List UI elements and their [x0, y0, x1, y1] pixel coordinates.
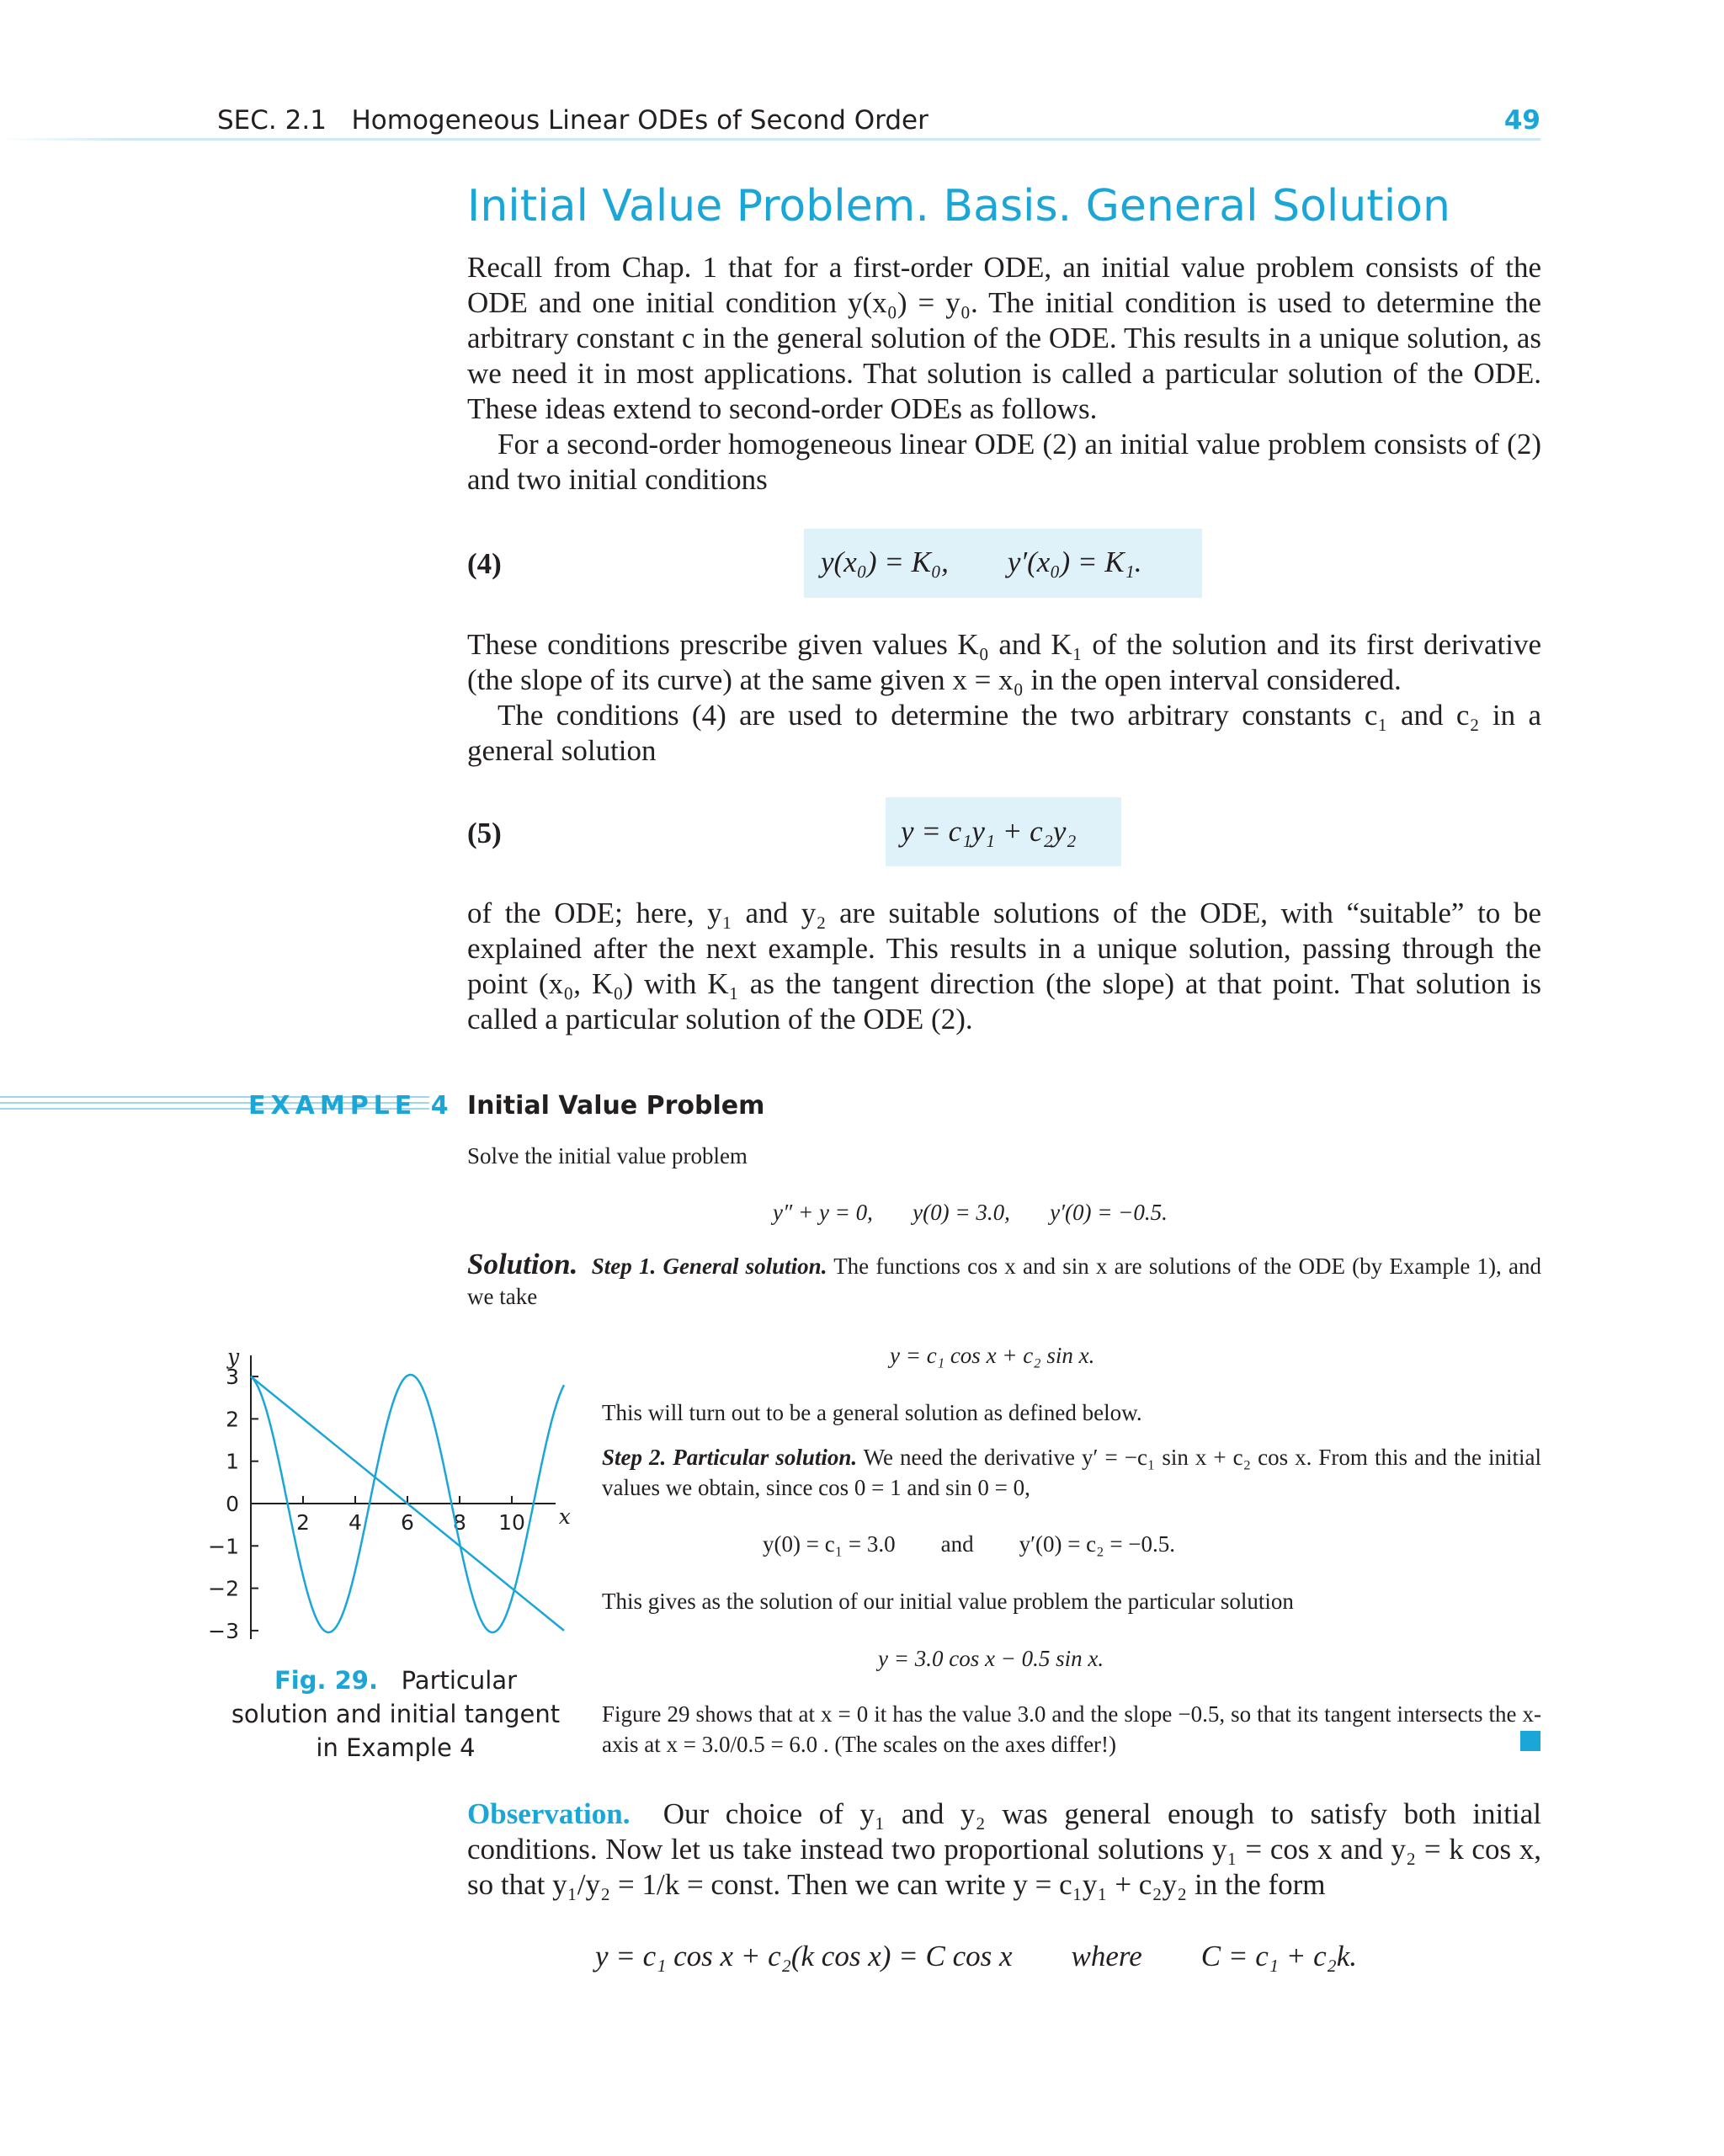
observation-equation: y = c₁ cos x + c₂(k cos x) = C cos x where C = c₁ + c₂k. [595, 1940, 1358, 1972]
paragraph-5: of the ODE; here, y₁ and y₂ are suitable solutions of the ODE, with “suitable” to be explained after the next example. This results in a unique solution, passing through the point (x₀, K₀) with K₁ as the tangent direction (the slope) at that point. That solution is called a particular solution of the ODE (2). [467, 897, 1541, 1035]
x-tick-label: 2 [296, 1510, 310, 1535]
figure-caption [227, 1664, 564, 1765]
running-header: SEC. 2.1 Homogeneous Linear ODEs of Second Order [217, 105, 929, 136]
x-tick-label: 8 [453, 1510, 466, 1535]
paragraph-1: Recall from Chap. 1 that for a first-order ODE, an initial value problem consists of the ODE and one initial condition y(x₀) = y₀. The initial condition is used to determine the arbitrary constant c in the general solution of the ODE. This results in a unique solution, as we need it in most applications. That solution is called a particular solution of the ODE. These ideas extend to second-order ODEs as follows. [467, 251, 1541, 425]
y-tick-label: 3 [226, 1365, 239, 1390]
y-tick-label: −2 [208, 1576, 239, 1601]
paragraph-4: The conditions (4) are used to determine the two arbitrary constants c₁ and c₂ in a general solution [467, 699, 1541, 767]
x-tick-label: 6 [401, 1510, 414, 1535]
gives-text: This gives as the solution of our initial value problem the particular solution [602, 1589, 1294, 1614]
page-number: 49 [1503, 105, 1540, 136]
equation-5-label: (5) [467, 817, 502, 849]
y-tick-label: 0 [226, 1492, 239, 1516]
y-tick-label: 1 [226, 1449, 239, 1474]
y-tick-label: 2 [226, 1407, 239, 1432]
step1-head: Step 1. General solution. [591, 1254, 827, 1279]
figure-caption-text: Particular solution and initial tangent in Example 4 [231, 1666, 561, 1762]
example-title: Initial Value Problem [467, 1091, 765, 1121]
y-tick-label: −1 [208, 1534, 239, 1559]
solution-head: Solution. [467, 1248, 578, 1280]
initial-values-equation: y(0) = c₁ = 3.0 and y′(0) = c₂ = −0.5. [763, 1531, 1176, 1557]
equation-5: y = c₁y₁ + c₂y₂ [901, 815, 1077, 848]
general-solution: y = c₁ cos x + c₂ sin x. [890, 1343, 1095, 1368]
paragraph-2: For a second-order homogeneous linear ODE (2) an initial value problem consists of (2) and two initial conditions [467, 428, 1541, 496]
y-tick-label: −3 [208, 1618, 239, 1643]
section-title: Initial Value Problem. Basis. General Solution [467, 181, 1450, 232]
figure-caption-label: Fig. 29. [274, 1666, 378, 1695]
example-label: EXAMPLE 4 [248, 1091, 454, 1121]
step2-head: Step 2. Particular solution. [602, 1445, 858, 1470]
example-problem: y″ + y = 0, y(0) = 3.0, y′(0) = −0.5. [773, 1200, 1168, 1225]
equation-4-label: (4) [467, 547, 502, 580]
observation-paragraph [467, 1797, 1541, 1903]
x-tick-label: 4 [349, 1510, 362, 1535]
x-tick-label: 10 [498, 1510, 525, 1535]
observation-head: Observation. [467, 1797, 631, 1830]
y-axis-label: y [227, 1344, 240, 1370]
after-general-text: This will turn out to be a general solution as defined below. [602, 1400, 1142, 1425]
step1-text: The functions cos x and sin x are solutions of the ODE (by Example 1), and we take [467, 1254, 1541, 1309]
figure-discussion: Figure 29 shows that at x = 0 it has the value 3.0 and the slope −0.5, so that its tangent intersects the x-axis at x = 3.0/0.5 = 6.0 . (The scales on the axes differ!) [602, 1701, 1541, 1757]
equation-4: y(x₀) = K₀, y′(x₀) = K₁. [821, 546, 1142, 578]
observation-text: Our choice of y₁ and y₂ was general enough to satisfy both initial conditions. Now let us take instead two proportional solutions y₁ = cos x and y₂ = k cos x, so that y₁/y₂ = 1/k = const. Then we can write y = c₁y₁ + c₂y₂ in the form [467, 1797, 1541, 1901]
paragraph-3: These conditions prescribe given values K₀ and K₁ of the solution and its first derivative (the slope of its curve) at the same given x = x₀ in the open interval considered. [467, 628, 1541, 696]
example-intro: Solve the initial value problem [467, 1143, 748, 1168]
step2-text: We need the derivative y′ = −c₁ sin x + c₂ cos x. From this and the initial values we obtain, since cos 0 = 1 and sin 0 = 0, [602, 1445, 1542, 1500]
x-axis-label: x [558, 1504, 571, 1529]
particular-solution: y = 3.0 cos x − 0.5 sin x. [878, 1646, 1104, 1671]
